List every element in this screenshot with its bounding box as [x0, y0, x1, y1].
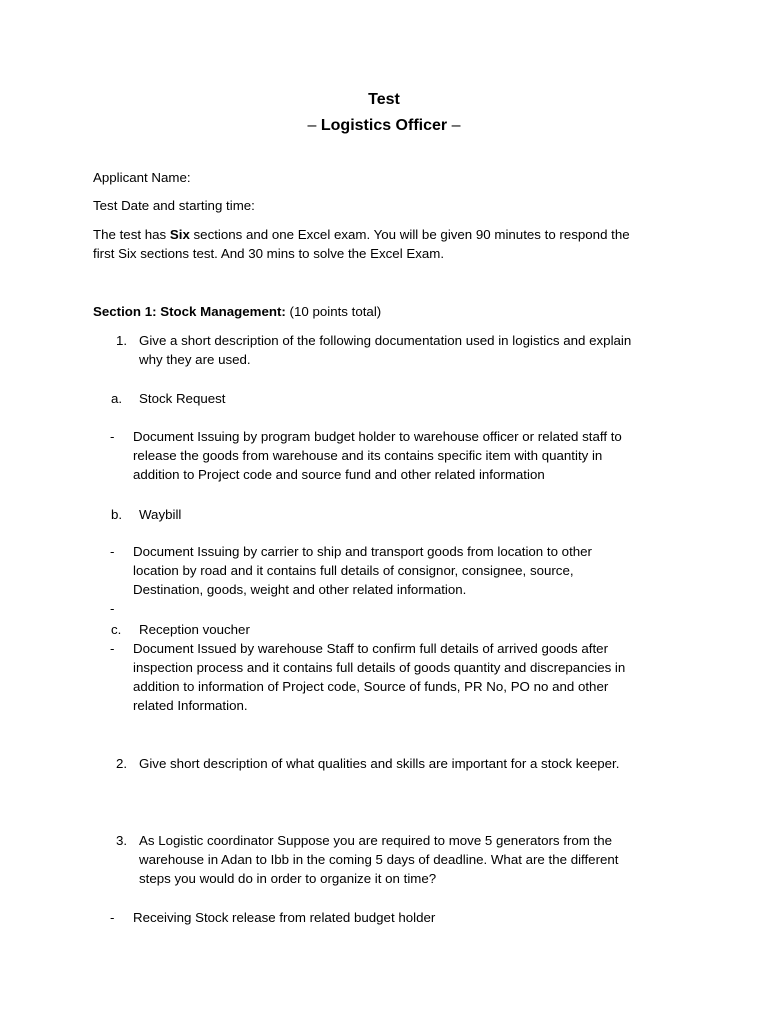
question-3-line-1: As Logistic coordinator Suppose you are required to move 5 generators from the	[139, 833, 613, 848]
item-c-desc-line-3: addition to information of Project code, Source of funds, PR No, PO no and other	[133, 679, 609, 694]
section-1-heading	[93, 302, 381, 321]
question-1-line-2: why they are used.	[139, 352, 251, 367]
item-a-desc-line-3: addition to Project code and source fund and other related information	[133, 467, 545, 482]
subtitle-dash-left: –	[307, 117, 317, 134]
question-2-text: Give short description of what qualities and skills are important for a stock keeper.	[139, 756, 620, 771]
question-2-number: 2.	[116, 756, 128, 771]
item-b-desc-line-2: location by road and it contains full details of consignor, consignee, source,	[133, 563, 574, 578]
answer-3-text: Receiving Stock release from related budget holder	[133, 910, 436, 925]
item-a-desc-line-1: Document Issuing by program budget holder to warehouse officer or related staff to	[133, 429, 622, 444]
item-c-label: Reception voucher	[139, 622, 250, 637]
question-3-line-2: warehouse in Adan to Ibb in the coming 5 days of deadline. What are the different	[139, 852, 619, 867]
intro-line-1	[93, 225, 630, 244]
section-1-points: (10 points total)	[285, 304, 382, 319]
applicant-name-label: Applicant Name:	[93, 170, 191, 185]
item-b-empty-bullet: -	[110, 601, 115, 616]
item-c-desc-line-1: Document Issued by warehouse Staff to confirm full details of arrived goods after	[133, 641, 608, 656]
item-a-marker: a.	[111, 391, 123, 406]
intro-bold: Six	[169, 227, 190, 242]
page-title: Test	[368, 91, 400, 108]
item-a-bullet: -	[110, 429, 115, 444]
intro-part-1: The test has	[93, 227, 170, 242]
item-b-bullet: -	[110, 544, 115, 559]
subtitle-text: Logistics Officer	[320, 117, 448, 134]
item-b-label: Waybill	[139, 507, 182, 522]
item-c-desc-line-2: inspection process and it contains full details of goods quantity and discrepancies in	[133, 660, 626, 675]
item-c-marker: c.	[111, 622, 122, 637]
item-a-label: Stock Request	[139, 391, 226, 406]
item-a-desc-line-2: release the goods from warehouse and its contains specific item with quantity in	[133, 448, 603, 463]
intro-part-2: sections and one Excel exam. You will be given 90 minutes to respond the	[189, 227, 630, 242]
item-b-marker: b.	[111, 507, 123, 522]
page-subtitle	[0, 116, 768, 136]
item-c-desc-line-4: related Information.	[133, 698, 248, 713]
item-b-desc-line-1: Document Issuing by carrier to ship and transport goods from location to other	[133, 544, 592, 559]
question-3-line-3: steps you would do in order to organize it on time?	[139, 871, 437, 886]
item-c-bullet: -	[110, 641, 115, 656]
item-b-desc-line-3: Destination, goods, weight and other related information.	[133, 582, 467, 597]
question-1-number: 1.	[116, 333, 128, 348]
question-1-line-1: Give a short description of the following documentation used in logistics and explain	[139, 333, 632, 348]
subtitle-dash-right: –	[451, 117, 461, 134]
test-date-label: Test Date and starting time:	[93, 198, 255, 213]
answer-3-bullet: -	[110, 910, 115, 925]
section-1-title: Section 1: Stock Management:	[93, 304, 286, 319]
question-3-number: 3.	[116, 833, 128, 848]
intro-line-2: first Six sections test. And 30 mins to solve the Excel Exam.	[93, 246, 445, 261]
